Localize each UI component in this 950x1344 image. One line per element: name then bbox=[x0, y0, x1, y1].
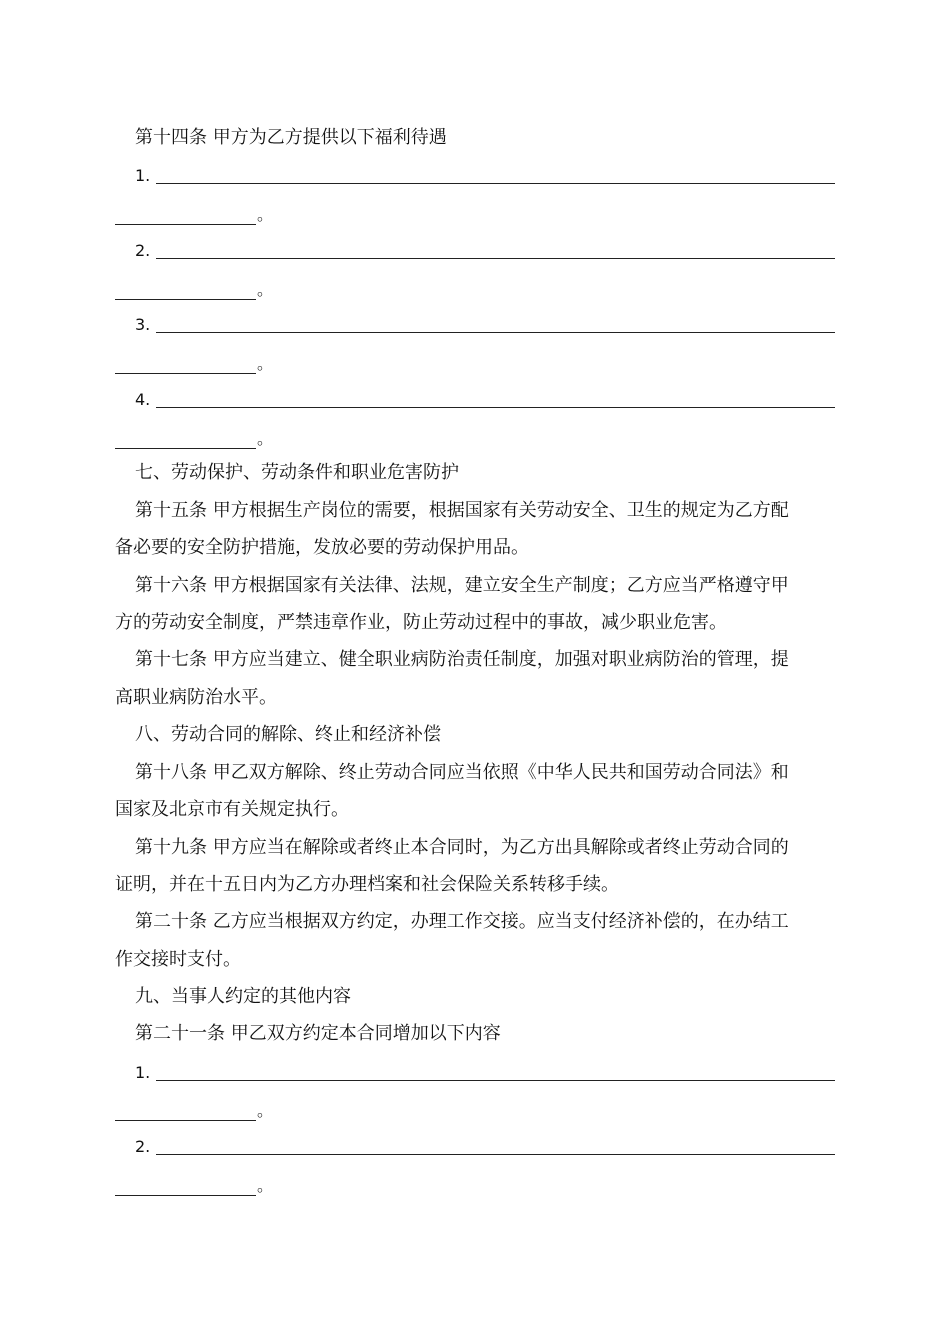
fill-in-blank-line[interactable] bbox=[115, 299, 256, 300]
article-18-line-2: 国家及北京市有关规定执行。 bbox=[115, 799, 349, 820]
period-mark: 。 bbox=[257, 205, 274, 224]
article-21-title: 第二十一条 甲乙双方约定本合同增加以下内容 bbox=[135, 1023, 501, 1044]
item-number: 1. bbox=[135, 166, 151, 185]
fill-in-blank-line[interactable] bbox=[156, 1154, 835, 1155]
section-8-heading: 八、劳动合同的解除、终止和经济补偿 bbox=[135, 724, 441, 745]
fill-in-blank-line[interactable] bbox=[115, 1195, 256, 1196]
fill-in-blank-line[interactable] bbox=[115, 1120, 256, 1121]
item-number: 2. bbox=[135, 241, 151, 260]
blank-item-3-continuation bbox=[115, 352, 275, 376]
fill-in-blank-line[interactable] bbox=[115, 373, 256, 374]
article-20-line-2: 作交接时支付。 bbox=[115, 949, 241, 970]
fill-in-blank-line[interactable] bbox=[156, 258, 835, 259]
fill-in-blank-line[interactable] bbox=[115, 224, 256, 225]
period-mark: 。 bbox=[257, 1176, 274, 1195]
blank-item-2 bbox=[135, 239, 835, 263]
blank-item-21-1 bbox=[135, 1061, 835, 1085]
blank-item-2-continuation bbox=[115, 278, 275, 302]
blank-item-4-continuation bbox=[115, 427, 275, 451]
article-19-line-1: 第十九条 甲方应当在解除或者终止本合同时，为乙方出具解除或者终止劳动合同的 bbox=[135, 837, 789, 858]
item-number: 3. bbox=[135, 315, 151, 334]
period-mark: 。 bbox=[257, 429, 274, 448]
article-16-line-2: 方的劳动安全制度，严禁违章作业，防止劳动过程中的事故，减少职业危害。 bbox=[115, 612, 727, 633]
article-20-line-1: 第二十条 乙方应当根据双方约定，办理工作交接。应当支付经济补偿的，在办结工 bbox=[135, 911, 789, 932]
blank-item-1 bbox=[135, 164, 835, 188]
blank-item-21-2 bbox=[135, 1135, 835, 1159]
period-mark: 。 bbox=[257, 1101, 274, 1120]
fill-in-blank-line[interactable] bbox=[156, 407, 835, 408]
section-9-heading: 九、当事人约定的其他内容 bbox=[135, 986, 351, 1007]
blank-item-1-continuation bbox=[115, 203, 275, 227]
section-7-heading: 七、劳动保护、劳动条件和职业危害防护 bbox=[135, 462, 459, 483]
fill-in-blank-line[interactable] bbox=[156, 183, 835, 184]
article-19-line-2: 证明，并在十五日内为乙方办理档案和社会保险关系转移手续。 bbox=[115, 874, 619, 895]
article-16-line-1: 第十六条 甲方根据国家有关法律、法规，建立安全生产制度；乙方应当严格遵守甲 bbox=[135, 575, 789, 596]
blank-item-4 bbox=[135, 388, 835, 412]
fill-in-blank-line[interactable] bbox=[156, 1080, 835, 1081]
article-17-line-1: 第十七条 甲方应当建立、健全职业病防治责任制度，加强对职业病防治的管理，提 bbox=[135, 649, 789, 670]
article-14-title: 第十四条 甲方为乙方提供以下福利待遇 bbox=[135, 127, 447, 148]
item-number: 1. bbox=[135, 1063, 151, 1082]
item-number: 4. bbox=[135, 390, 151, 409]
item-number: 2. bbox=[135, 1137, 151, 1156]
blank-item-3 bbox=[135, 313, 835, 337]
article-17-line-2: 高职业病防治水平。 bbox=[115, 687, 277, 708]
period-mark: 。 bbox=[257, 354, 274, 373]
blank-item-21-1-continuation bbox=[115, 1099, 275, 1123]
article-18-line-1: 第十八条 甲乙双方解除、终止劳动合同应当依照《中华人民共和国劳动合同法》和 bbox=[135, 762, 789, 783]
article-15-line-2: 备必要的安全防护措施，发放必要的劳动保护用品。 bbox=[115, 537, 529, 558]
blank-item-21-2-continuation bbox=[115, 1174, 275, 1198]
period-mark: 。 bbox=[257, 280, 274, 299]
fill-in-blank-line[interactable] bbox=[156, 332, 835, 333]
article-15-line-1: 第十五条 甲方根据生产岗位的需要，根据国家有关劳动安全、卫生的规定为乙方配 bbox=[135, 500, 789, 521]
fill-in-blank-line[interactable] bbox=[115, 448, 256, 449]
